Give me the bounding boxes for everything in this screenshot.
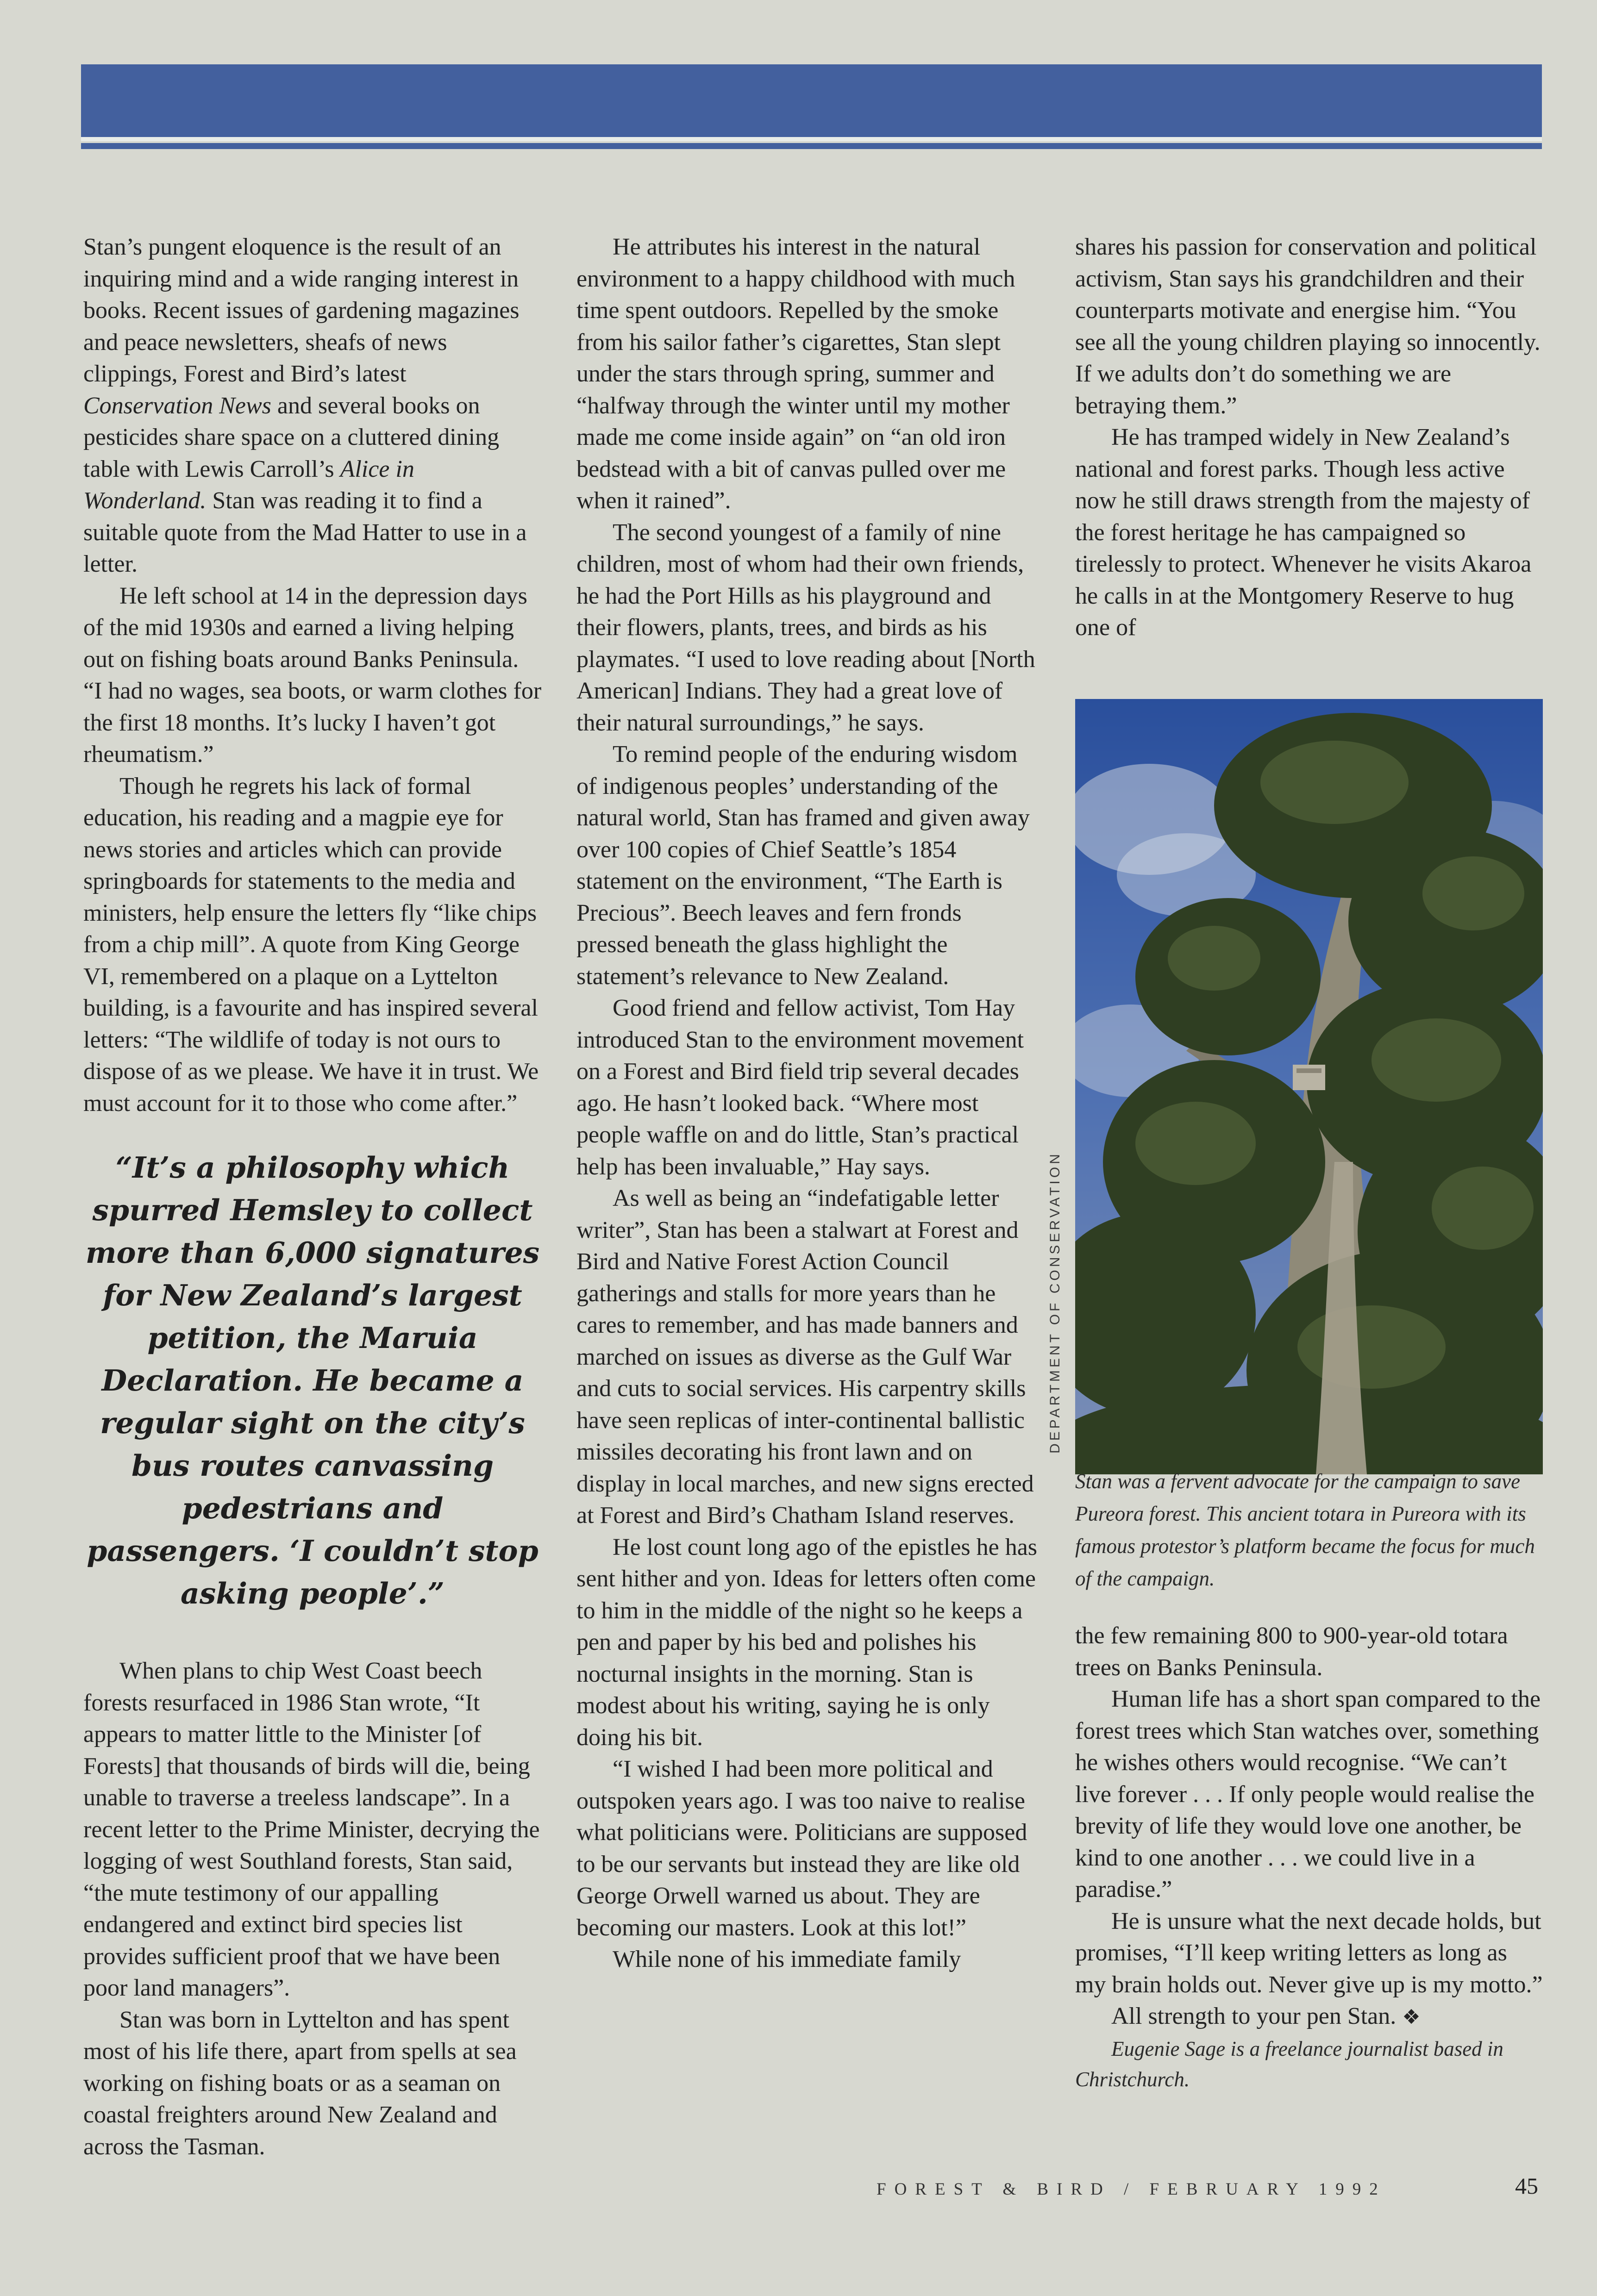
paragraph: Though he regrets his lack of formal education, his reading and a magpie eye for news stories and articles which can provide springboards for statements to the media and ministers, help ensure the letters fly “like chips from a chip mill”. A quote from King George VI, remembered on a plaque on a Lyttelton building, is a favourite and has inspired several letters: “The wildlife of today is not ours to dispose of as we please. We have it in trust. We must account for it to those who come after.” bbox=[83, 773, 539, 1117]
paragraph: Good friend and fellow activist, Tom Hay introduced Stan to the environment movement on a Forest and Bird field trip several decades ago. He hasn’t looked back. “Where most people waffle on and do little, Stan’s practical help has been invaluable,” Hay says. bbox=[576, 995, 1024, 1180]
paragraph: shares his passion for conservation and political activism, Stan says his grandchildren and their counterparts motivate and energise him. “You see all the young children playing so innocently. If we adults don’t do something we are betraying them.” bbox=[1075, 234, 1541, 419]
photo-credit: DEPARTMENT OF CONSERVATION bbox=[1047, 1151, 1063, 1454]
pull-quote: “It’s a philosophy which spurred Hemsley to collect more than 6,000 signatures for New Zealand’s largest petition, the Maruia Declaration. He became a regular sight on the city’s bus routes canvassing pedestrians and passengers. ‘I couldn’t stop asking people’.” bbox=[85, 1150, 540, 1610]
text-run: Stan’s pungent eloquence is the result of an inquiring mind and a wide ranging interest in books. Recent issues of gardening magazines and peace newsletters, sheafs of news clippings, Forest and Bird’s latest bbox=[83, 234, 520, 387]
paragraph: He left school at 14 in the depression days of the mid 1930s and earned a living helping out on fishing boats around Banks Peninsula. “I had no wages, sea boots, or warm clothes for the first 18 months. It’s lucky I haven’t got rheumatism.” bbox=[83, 582, 542, 767]
header-color-band bbox=[81, 64, 1542, 141]
paragraph: While none of his immediate family bbox=[613, 1946, 961, 1972]
paragraph: As well as being an “indefatigable letter writer”, Stan has been a stalwart at Forest and Bird and Native Forest Action Council gatherings and stalls for more years than he cares to remember, and has made banners and marched on issues as diverse as the Gulf War and cuts to social services. His carpentry skills have seen replicas of inter-continental ballistic missiles decorating his front lawn and on display in local marches, and new signs erected at Forest and Bird’s Chatham Island reserves. bbox=[576, 1185, 1034, 1529]
article-column-1 bbox=[83, 231, 542, 2163]
text-run: Stan was reading it to find a suitable quote from the Mad Hatter to use in a letter. bbox=[83, 487, 527, 577]
paragraph: “I wished I had been more political and outspoken years ago. I was too naive to realise what politicians were. Politicians are supposed to be our servants but instead they are like old George Orwell warned us about. They are becoming our masters. Look at this lot!” bbox=[576, 1756, 1027, 1941]
publication-title: Conservation News bbox=[83, 392, 271, 419]
paragraph: Stan was born in Lyttelton and has spent most of his life there, apart from spells at sea working on fishing boats or as a seaman on coastal freighters around New Zealand and across the Tasman. bbox=[83, 2006, 517, 2160]
footer-publication-line: FOREST & BIRD / FEBRUARY 1992 bbox=[877, 2180, 1386, 2199]
paragraph: To remind people of the enduring wisdom of indigenous peoples’ understanding of the natural world, Stan has framed and given away over 100 copies of Chief Seattle’s 1854 statement on the environment, “The Earth is Precious”. Beech leaves and fern fronds pressed beneath the glass highlight the statement’s relevance to New Zealand. bbox=[576, 741, 1030, 990]
tree-illustration bbox=[1075, 699, 1543, 1474]
paragraph: When plans to chip West Coast beech forests resurfaced in 1986 Stan wrote, “It appears to matter little to the Minister [of Forests] that thousands of birds will die, being unable to traverse a treeless landscape”. In a recent letter to the Prime Minister, decrying the logging of west Southland forests, Stan said, “the mute testimony of our appalling endangered and extinct bird species list provides sufficient proof that we have been poor land managers”. bbox=[83, 1658, 540, 2001]
paragraph: He is unsure what the next decade holds, but promises, “I’ll keep writing letters as long as my brain holds out. Never give up is my motto.” bbox=[1075, 1908, 1543, 1998]
paragraph bbox=[83, 231, 542, 580]
totara-tree-photo bbox=[1075, 699, 1543, 1474]
page-number: 45 bbox=[1515, 2173, 1538, 2199]
paragraph: He has tramped widely in New Zealand’s national and forest parks. Though less active now he still draws strength from the majesty of the forest heritage he has campaigned so tirelessly to protect. Whenever he visits Akaroa he calls in at the Montgomery Reserve to hug one of bbox=[1075, 424, 1532, 641]
paragraph: He lost count long ago of the epistles he has sent hither and yon. Ideas for letters often come to him in the middle of the night so he keeps a pen and paper by his bed and polishes his nocturnal insights in the morning. Stan is modest about his writing, saying he is only doing his bit. bbox=[576, 1534, 1038, 1751]
text-run: and several books on pesticides share space on a cluttered dining table with Lewis Carroll’s bbox=[83, 392, 500, 482]
paragraph bbox=[1075, 2001, 1543, 2034]
paragraph: the few remaining 800 to 900-year-old totara trees on Banks Peninsula. bbox=[1075, 1622, 1508, 1681]
end-mark-icon: ❖ bbox=[1402, 2005, 1421, 2029]
article-column-2 bbox=[576, 231, 1040, 1976]
book-title: Alice in Wonderland. bbox=[83, 455, 414, 514]
paragraph: He attributes his interest in the natural environment to a happy childhood with much time spent outdoors. Repelled by the smoke from his sailor father’s cigarettes, Stan slept under the stars through spring, summer and “halfway through the winter until my mother made me come inside again” on “an old iron bedstead with a bit of canvas pulled over me when it rained”. bbox=[576, 234, 1015, 514]
paragraph: The second youngest of a family of nine children, most of whom had their own friends, he had the Port Hills as his playground and their flowers, plants, trees, and birds as his playmates. “I used to love reading about [North American] Indians. They had a great love of their natural surroundings,” he says. bbox=[576, 519, 1035, 736]
closing-line: All strength to your pen Stan. bbox=[1111, 2003, 1397, 2029]
article-column-3-bottom bbox=[1075, 1620, 1543, 2095]
article-column-3-top bbox=[1075, 231, 1543, 644]
header-rule bbox=[81, 143, 1542, 149]
photo-caption: Stan was a fervent advocate for the campaign to save Pureora forest. This ancient totara in Pureora with its famous protestor’s platform became the focus for much of the campaign. bbox=[1075, 1470, 1535, 1590]
author-note: Eugenie Sage is a freelance journalist based in Christchurch. bbox=[1075, 2037, 1503, 2091]
paragraph: Human life has a short span compared to the forest trees which Stan watches over, something he wishes others would recognise. “We can’t live forever . . . If only people would realise the brevity of life they would love one another, be kind to one another . . . we could live in a paradise.” bbox=[1075, 1686, 1541, 1903]
